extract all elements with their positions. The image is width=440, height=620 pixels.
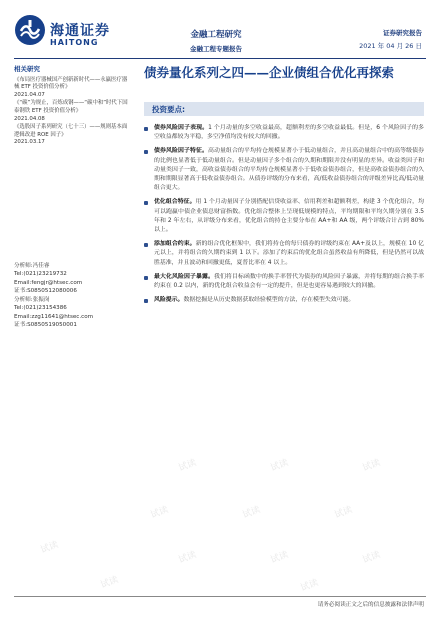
key-point bbox=[144, 273, 424, 291]
related-item[interactable] bbox=[14, 77, 130, 100]
key-point bbox=[144, 240, 424, 268]
key-point-lead: 优化组合特征。 bbox=[154, 199, 196, 206]
key-point bbox=[144, 147, 424, 193]
related-item-title: 《布局医疗器械国产创新新时代——永赢医疗器械 ETF 投资价值分析》 bbox=[14, 76, 128, 91]
bullet-icon bbox=[144, 299, 148, 303]
logo-english-text: HAITONG bbox=[50, 38, 99, 47]
haitong-logo-icon bbox=[14, 14, 46, 46]
analyst-cert: 证书:S0850519050001 bbox=[14, 322, 77, 329]
key-points bbox=[144, 124, 424, 310]
report-title: 债券量化系列之四——企业债组合优化再探索 bbox=[144, 65, 395, 80]
key-point-text: 用 1 个月动量因子分别搭配信贷收益率、信用利差和超额利差，构建 3 个优化组合，均可以跑赢中债企业债总财富指数。优化组合整体上呈现低规模的特点，平均期限和平均久期分别在 3.5 年和 2 年左右，从评级分布来看，优化组合的持仓主要分布在 AA+和 AA 级，两个评级合计占到 80%以上。 bbox=[154, 199, 424, 234]
report-label: 证券研究报告 bbox=[383, 29, 422, 37]
report-subcategory: 金融工程专题报告 bbox=[190, 45, 242, 53]
watermark-text: 试读 bbox=[361, 550, 382, 566]
logo bbox=[14, 14, 134, 54]
key-point-text: 数据挖掘是从历史数据获取经验模型的方法，存在模型失效可能。 bbox=[183, 297, 355, 304]
analyst-contacts bbox=[14, 262, 132, 330]
key-point bbox=[144, 296, 424, 305]
related-item-date: 2021.04.07 bbox=[14, 91, 45, 98]
watermark-text: 试读 bbox=[269, 550, 290, 566]
analyst-name: 分析师:冯佳睿 bbox=[14, 263, 50, 269]
related-item-title: 《选股因子系列研究（七十三）——规则基本面逻辑改进 ROE 因子》 bbox=[14, 124, 128, 138]
watermark-text: 试读 bbox=[299, 578, 320, 594]
key-point-text: 新的组合优化框架中，我们将持仓的每只债券的评级约束在 AA+及以上，规模在 10 亿元以上，并将组合的久期约束到 1 以下。添加了约束后的优化组合虽然收益有所降低，但是仍然可以战胜基准，并且波动和回撤更低，夏普比率在 4 以上。 bbox=[154, 241, 424, 266]
related-item[interactable] bbox=[14, 124, 130, 147]
analyst-block bbox=[14, 296, 132, 329]
key-point bbox=[144, 124, 424, 142]
footer-divider bbox=[14, 596, 426, 597]
analyst-cert: 证书:S0850512080006 bbox=[14, 287, 77, 294]
watermark-text: 试读 bbox=[39, 540, 60, 556]
watermark-text: 试读 bbox=[333, 505, 354, 521]
related-item-date: 2021.03.17 bbox=[14, 139, 45, 146]
footer-disclaimer: 请务必阅读正文之后的信息披露和法律声明 bbox=[317, 602, 424, 608]
report-category: 金融工程研究 bbox=[190, 30, 242, 40]
analyst-tel: Tel:(021)23219732 bbox=[14, 271, 67, 278]
watermark-text: 试读 bbox=[177, 458, 198, 474]
bullet-icon bbox=[144, 150, 148, 154]
report-date: 2021 年 04 月 26 日 bbox=[359, 42, 422, 50]
related-item-date: 2021.04.08 bbox=[14, 115, 45, 122]
analyst-email[interactable]: Email:fengjr@htsec.com bbox=[14, 279, 83, 286]
watermark-text: 试读 bbox=[241, 505, 262, 521]
related-item[interactable] bbox=[14, 100, 130, 123]
bullet-icon bbox=[144, 276, 148, 280]
watermark-text: 试读 bbox=[269, 458, 290, 474]
watermark-text: 试读 bbox=[149, 505, 170, 521]
logo-chinese-text: 海通证券 bbox=[50, 23, 110, 39]
section-label: 投资要点: bbox=[152, 105, 185, 114]
watermark-text: 试读 bbox=[361, 458, 382, 474]
analyst-email[interactable]: Email:zzg11641@htsec.com bbox=[14, 313, 94, 320]
section-header bbox=[144, 102, 424, 116]
key-point-text: 我们将目标函数中的换手率替代为债券的风险因子暴露，并将每期的组合换手率约束在 0.2 以内，新的优化组合收益会有一定的提升，但是也更容易遇到较大的回撤。 bbox=[154, 273, 425, 290]
analyst-name: 分析师:张振岗 bbox=[14, 297, 50, 304]
key-point-lead: 债券风险因子表现。 bbox=[154, 125, 209, 131]
watermark-text: 试读 bbox=[99, 575, 120, 591]
analyst-tel: Tel:(021)23154386 bbox=[14, 305, 67, 312]
key-point-text: 高动量组合的平均持仓规模显著小于低动量组合，并且高动量组合中的高等级债券的比例也显著低于低动量组合。但是动量因子多个组合的久期和期限并没有明显的差异。收益类因子和动量类因子一致，高收益债券组合的平均持仓规模显著小于低收益债券组合，但是高收益债券组合的久期和期限显著高于低收益债券组合。从债券评级的分布来看，高/低收益债券组合的评级差异比高/低动量组合更大。 bbox=[154, 148, 425, 192]
report-meta bbox=[359, 28, 422, 50]
analyst-block bbox=[14, 262, 132, 295]
key-point bbox=[144, 198, 424, 235]
bullet-icon bbox=[144, 243, 148, 247]
header-divider bbox=[14, 58, 426, 59]
report-type bbox=[168, 28, 264, 53]
watermark-text: 试读 bbox=[177, 550, 198, 566]
bullet-icon bbox=[144, 201, 148, 205]
related-item-title: 《“碳”为规止，百炼成钢——“碳中和”时代下国泰钢铁 ETF 投资价值分析》 bbox=[14, 100, 128, 114]
related-research bbox=[14, 66, 130, 148]
bullet-icon bbox=[144, 127, 148, 131]
related-research-heading: 相关研究 bbox=[14, 65, 40, 73]
key-point-lead: 最大化风险因子暴露。 bbox=[154, 273, 215, 280]
key-point-lead: 添加组合约束。 bbox=[154, 241, 196, 248]
key-point-lead: 债券风险因子特征。 bbox=[154, 148, 209, 155]
key-point-lead: 风险提示。 bbox=[154, 297, 184, 304]
key-point-text: 1 个月动量的多空收益最高，超额利差的多空收益最低。但是，6 个风险因子的多空收益都较为平稳，多空净值均没有较大的回撤。 bbox=[154, 125, 424, 141]
